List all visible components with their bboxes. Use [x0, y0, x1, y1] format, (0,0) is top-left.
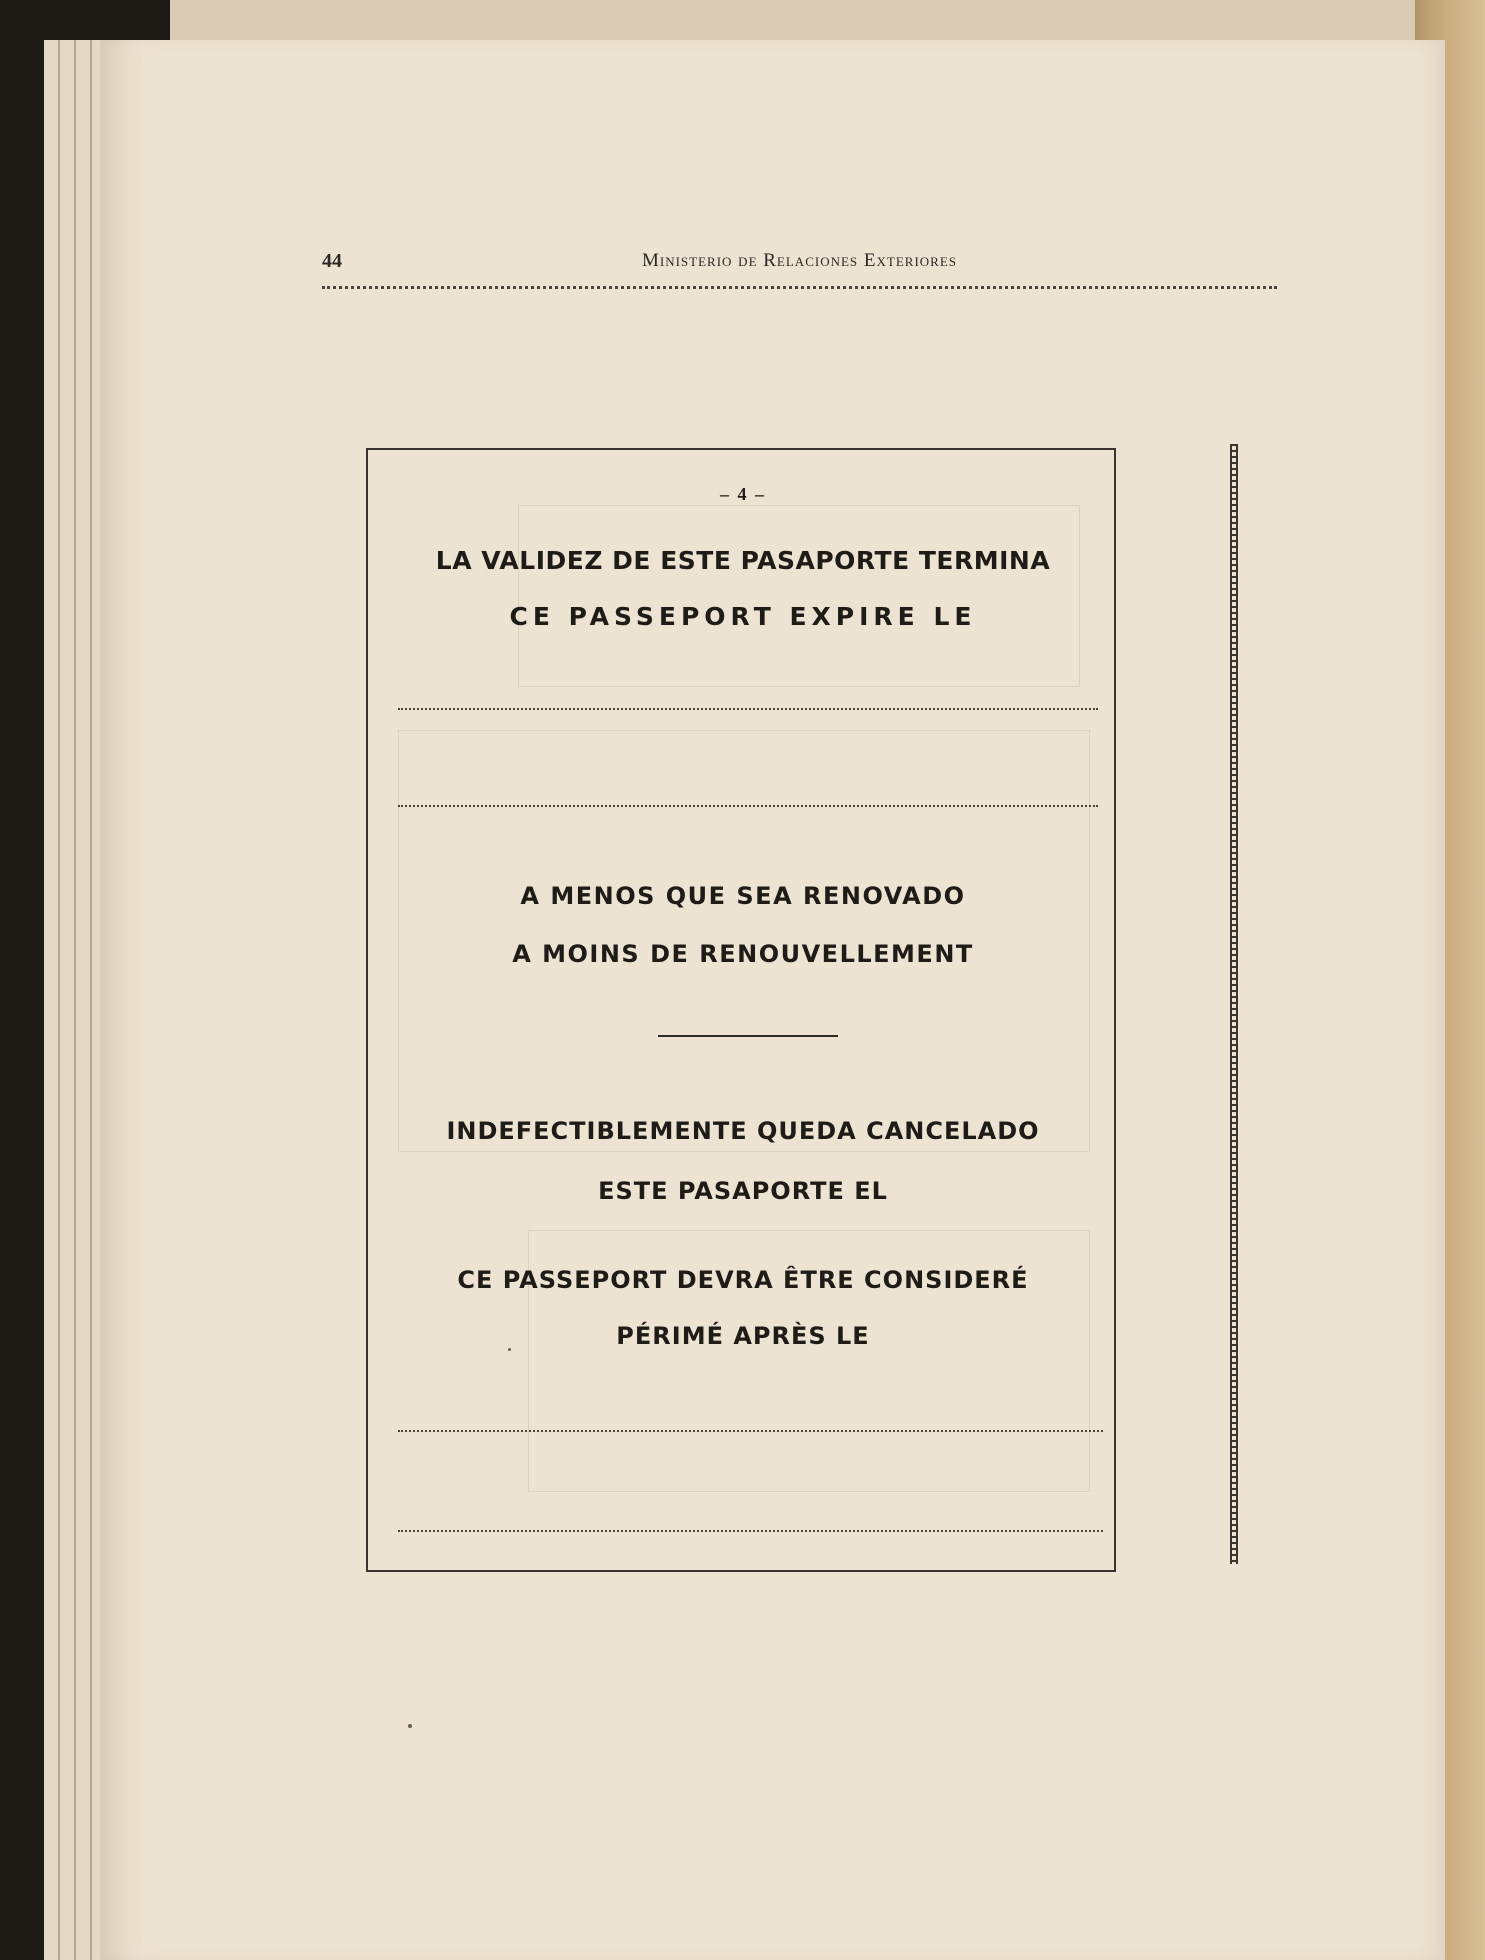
show-through-frame	[518, 505, 1080, 687]
renewal-spanish: A MENOS QUE SEA RENOVADO	[520, 882, 966, 910]
paper-speck	[508, 1348, 511, 1351]
date-fill-line	[398, 1430, 1103, 1432]
section-divider	[658, 1035, 838, 1037]
cancellation-french-line-1: CE PASSEPORT DEVRA ÊTRE CONSIDERÉ	[457, 1266, 1029, 1294]
perforated-spine	[1230, 444, 1238, 1564]
renewal-french: A MOINS DE RENOUVELLEMENT	[512, 940, 974, 968]
validity-french: CE PASSEPORT EXPIRE LE	[509, 602, 977, 631]
passport-page-frame	[366, 448, 1116, 1572]
passport-folio: – 4 –	[720, 484, 766, 504]
header-rule	[322, 286, 1277, 289]
cancellation-spanish-line-1: INDEFECTIBLEMENTE QUEDA CANCELADO	[446, 1117, 1040, 1145]
header-title: Ministerio de Relaciones Exteriores	[641, 250, 957, 271]
paper-speck	[408, 1724, 412, 1728]
date-fill-line	[398, 1530, 1103, 1532]
cancellation-spanish-line-2: ESTE PASAPORTE EL	[598, 1177, 888, 1205]
validity-spanish: LA VALIDEZ DE ESTE PASAPORTE TERMINA	[435, 546, 1051, 575]
cancellation-french-line-2: PÉRIMÉ APRÈS LE	[616, 1322, 870, 1350]
date-fill-line	[398, 708, 1098, 710]
date-fill-line	[398, 805, 1098, 807]
page-number: 44	[322, 250, 342, 272]
running-head	[322, 250, 1277, 300]
